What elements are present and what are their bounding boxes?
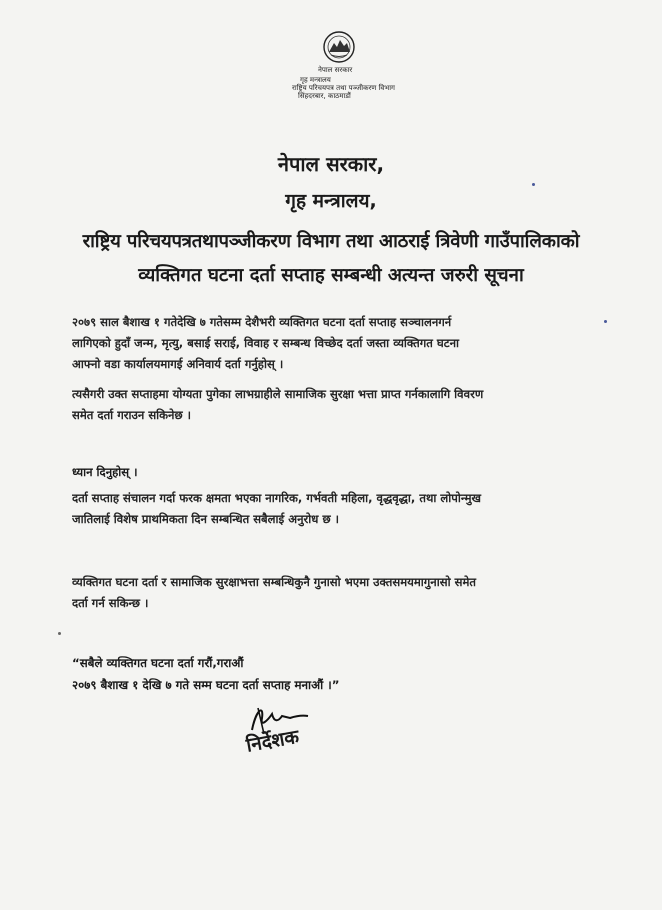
slogan-line: “सबैले व्यक्तिगत घटना दर्ता गरौं,गराऔं [72,656,244,670]
designation-director: निर्देशक [244,725,301,757]
attention-heading: ध्यान दिनुहोस् । [72,465,138,479]
paragraph-line: २०७९ साल बैशाख १ गतेदेखि ७ गतेसम्म देशैभरी व्यक्तिगत घटना दर्ता सप्ताह सञ्चालनगर्न [72,315,452,329]
paragraph-line: दर्ता सप्ताह संचालन गर्दा फरक क्षमता भएका नागरिक, गर्भवती महिला, वृद्धवृद्धा, तथा लोपोन्मुख [72,491,481,505]
paragraph-line: जातिलाई विशेष प्राथमिकता दिन सम्बन्धित सबैलाई अनुरोध छ । [72,512,340,526]
emblem-line-2: गृह मन्त्रालय [300,76,331,84]
emblem-line-1: नेपाल सरकार [318,66,353,74]
slogan-line: २०७९ बैशाख १ देखि ७ गते सम्म घटना दर्ता सप्ताह मनाऔं ।” [72,678,340,692]
paragraph-registration-week [72,312,602,375]
paragraph-line: त्यसैगरी उक्त सप्ताहमा योग्यता पुगेका लाभग्राहीले सामाजिक सुरक्षा भत्ता प्राप्त गर्नकालागि विवरण [72,387,484,401]
paragraph-line: व्यक्तिगत घटना दर्ता र सामाजिक सुरक्षाभत्ता सम्बन्धिकुनै गुनासो भएमा उक्तसमयमागुनासो समेत [72,575,477,589]
nepal-emblem-icon [322,30,356,64]
heading-department: राष्ट्रिय परिचयपत्रतथापञ्जीकरण विभाग तथा आठराई त्रिवेणी गाउँपालिकाको [82,231,580,252]
emblem-line-4: सिंहदरबार, काठमाडौं [298,92,351,100]
paragraph-line: लागिएको हुदाँ जन्म, मृत्यु, बसाई सराई, विवाह र सम्बन्ध विच्छेद दर्ता जस्ता व्यक्तिगत घटना [72,336,460,350]
paragraph-line: आफ्नो वडा कार्यालयमागई अनिवार्य दर्ता गर्नुहोस् । [72,357,284,371]
notice-title: व्यक्तिगत घटना दर्ता सप्ताह सम्बन्धी अत्यन्त जरुरी सूचना [138,265,524,286]
paragraph-line: समेत दर्ता गराउन सकिनेछ । [72,408,192,422]
emblem-line-3: राष्ट्रिय परिचयपत्र तथा पञ्जीकरण विभाग [292,84,395,92]
paragraph-line: दर्ता गर्न सकिन्छ । [72,596,149,610]
paper-speck [604,320,607,323]
heading-ministry: गृह मन्त्रालय, [285,190,377,212]
government-emblem [290,30,395,100]
slogan [72,652,340,696]
paragraph-priority [72,488,602,530]
paper-speck [58,632,61,635]
paragraph-grievance [72,572,602,614]
heading-government: नेपाल सरकार, [277,152,385,176]
paragraph-social-security [72,384,602,426]
paper-speck [532,183,535,186]
